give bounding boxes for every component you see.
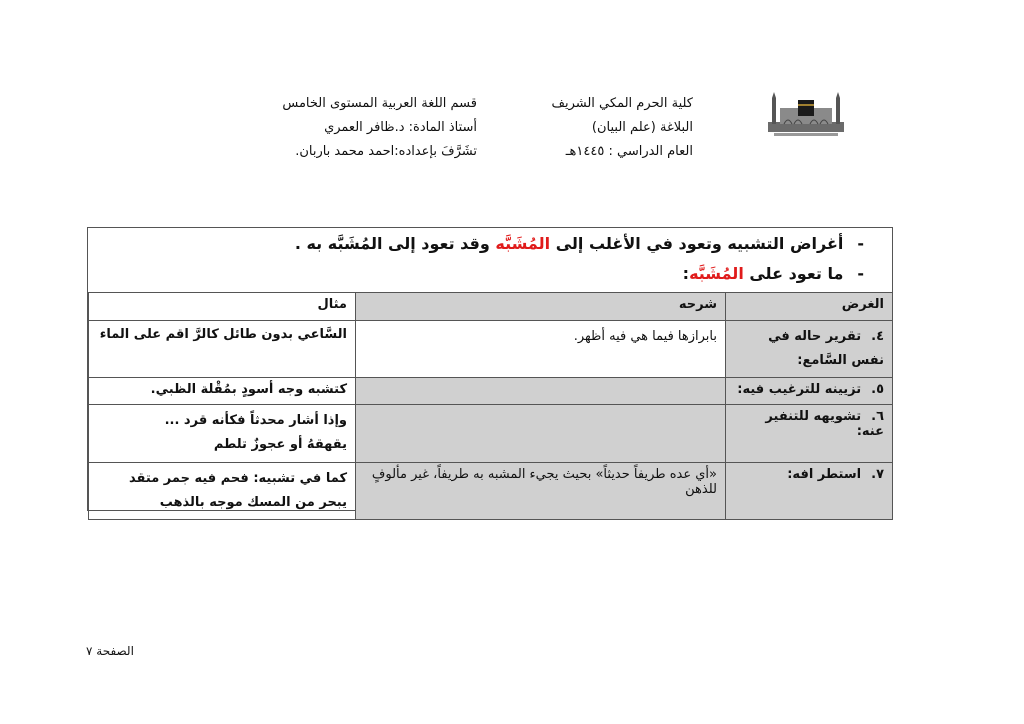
header-purpose: الغرض [726,293,893,321]
highlight-mushabbah: المُشَبَّه [495,234,551,253]
table-row [89,321,893,378]
example-cell: السَّاعي بدون طائل كالرَّ اقم على الماء [89,321,356,378]
purpose-cell: ٧.استطر افه: [726,463,893,520]
explanation-cell [356,405,726,463]
purpose-cell: ٦.تشويهه للتنفير عنه: [726,405,893,463]
preparer-name: تشَرَّفَ بإعداده:احمد محمد باربان. [295,144,477,159]
bullet-dash: - [857,234,864,253]
explanation-cell: بابرازها فيما هي فيه أظهر. [356,321,726,378]
bullets-section [88,228,892,293]
table-row [89,378,893,405]
example-cell [89,405,356,463]
bullet-purposes: -أغراض التشبيه وتعود في الأغلب إلى المُشَبَّه وقد تعود إلى المُشَبَّه به . [294,234,864,253]
bullet-dash: - [857,264,864,283]
academic-year: العام الدراسي : ١٤٤٥هـ [565,144,693,159]
college-logo-icon [764,88,848,138]
college-name: كلية الحرم المكي الشريف [551,96,693,111]
explanation-cell: «أي عده طريفاً حديثاً» بحيث يجيء المشبه به طريفاً، غير مألوفٍ للذهن [356,463,726,520]
explanation-cell [356,378,726,405]
purpose-cell: ٥.تزيينه للترغيب فيه: [726,378,893,405]
subject-name: البلاغة (علم البيان) [591,120,693,135]
page-number: الصفحة ٧ [86,644,134,658]
table-row [89,405,893,463]
header-example: مثال [89,293,356,321]
table-row [89,463,893,520]
table-header-row [89,293,893,321]
example-cell: كما في تشبيه: فحم فيه جمر متقد يبحر من المسك موجه بالذهب [89,463,356,520]
example-line: وإذا أشار محدثاً فكأنه قرد ... [164,413,347,428]
purpose-cell: ٤.تقرير حاله في نفس السَّامع: [726,321,893,378]
department-level: قسم اللغة العربية المستوى الخامس [282,96,477,111]
example-cell: كتشبه وجه أسودٍ بمُقْلة الظبي. [89,378,356,405]
content-box [87,227,893,511]
example-line: يقهقهُ أو عجوزٌ تلطم [213,437,347,452]
header-explanation: شرحه [356,293,726,321]
highlight-mushabbah: المُشَبَّه [689,264,744,283]
bullet-returns-to: -ما تعود على المُشَبَّه: [682,264,864,283]
purposes-table [88,292,893,520]
teacher-name: أستاذ المادة: د.ظافر العمري [324,120,477,135]
